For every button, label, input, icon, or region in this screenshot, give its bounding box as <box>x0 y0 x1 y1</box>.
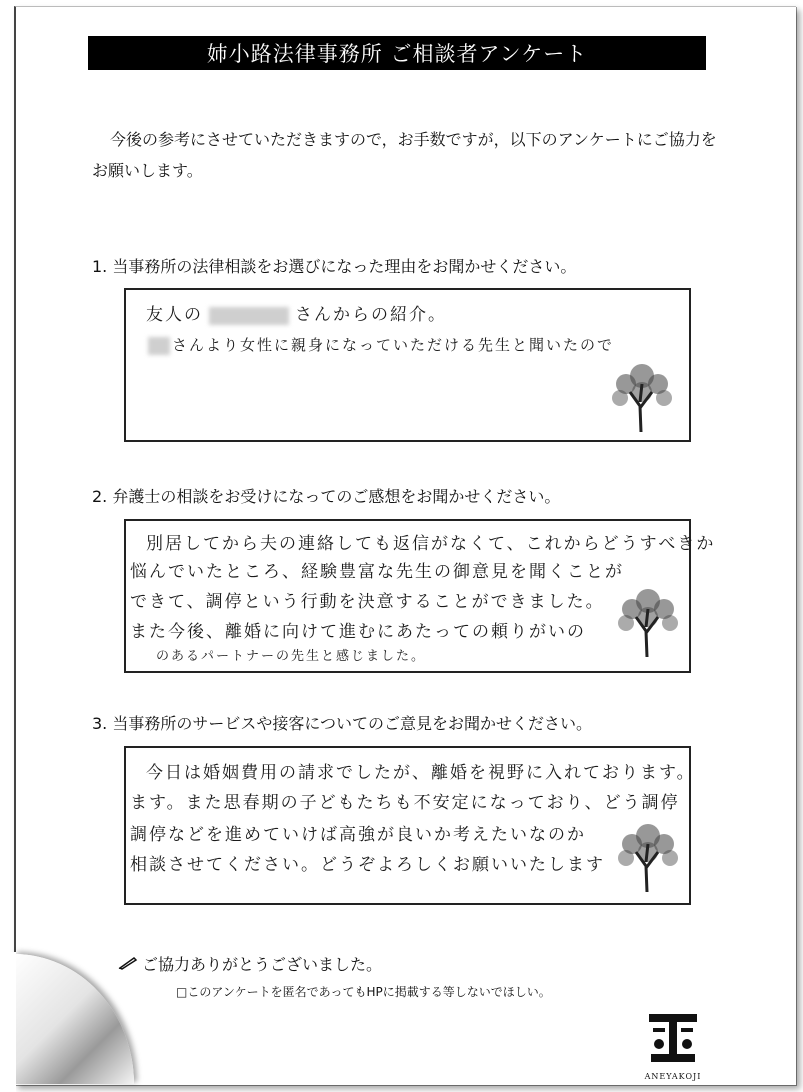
answer-2-line-5: のあるパートナーの先生と感じました。 <box>156 649 427 664</box>
question-2-label: 2. 弁護士の相談をお受けになってのご感想をお聞かせください。 <box>92 487 561 506</box>
answer-2-line-2: 悩んでいたところ、経験豊富な先生の御意見を聞くことが <box>130 562 624 582</box>
consent-checkbox-text: □このアンケートを匿名であってもHPに掲載する等しないでほしい。 <box>176 985 551 999</box>
answer-2-line-4: また今後、離婚に向けて進むにあたっての頼りがいの <box>130 622 586 642</box>
tree-icon <box>606 362 678 434</box>
answer-1-line-1: 友人の さんからの紹介。 <box>146 305 447 325</box>
logo-text: ANEYAKOJI <box>644 1072 702 1081</box>
aneyakoji-logo-icon <box>645 1010 701 1066</box>
answer-box-2 <box>124 519 716 673</box>
tree-icon <box>612 822 684 894</box>
answer-1-line-2: さんより女性に親身になっていただける先生と聞いたので <box>146 334 614 355</box>
thanks-message: ご協力ありがとうございました。 <box>118 952 382 975</box>
pencil-icon <box>118 956 138 970</box>
answer-2-line-3: できて、調停という行動を決意することができました。 <box>130 592 605 612</box>
answer-3-line-3: 調停などを進めていけば高強が良いか考えたいなのか <box>130 825 586 845</box>
redacted-name <box>148 337 170 355</box>
answer-3-line-4: 相談させてください。どうぞよろしくお願いいたします <box>130 855 605 875</box>
aneyakoji-logo <box>638 1010 708 1080</box>
question-3-label: 3. 当事務所のサービスや接客についてのご意見をお聞かせください。 <box>92 714 593 733</box>
answer-3-line-1: 今日は婚姻費用の請求でしたが、離婚を視野に入れております。 <box>146 763 696 783</box>
answer-box-3 <box>124 746 696 905</box>
answer-2-line-1: 別居してから夫の連絡しても返信がなくて、これからどうすべきか <box>146 534 716 554</box>
intro-text: 今後の参考にさせていただきますので，お手数ですが，以下のアンケートにご協力をお願いします。 <box>92 130 717 180</box>
redacted-name <box>209 307 289 325</box>
answer-box-1 <box>124 288 691 442</box>
question-1-label: 1. 当事務所の法律相談をお選びになった理由をお聞かせください。 <box>92 257 577 276</box>
tree-icon <box>612 587 684 659</box>
answer-3-line-2: ます。また思春期の子どもたちも不安定になっており、どう調停 <box>130 793 680 813</box>
survey-title: 姉小路法律事務所 ご相談者アンケート <box>88 36 706 70</box>
